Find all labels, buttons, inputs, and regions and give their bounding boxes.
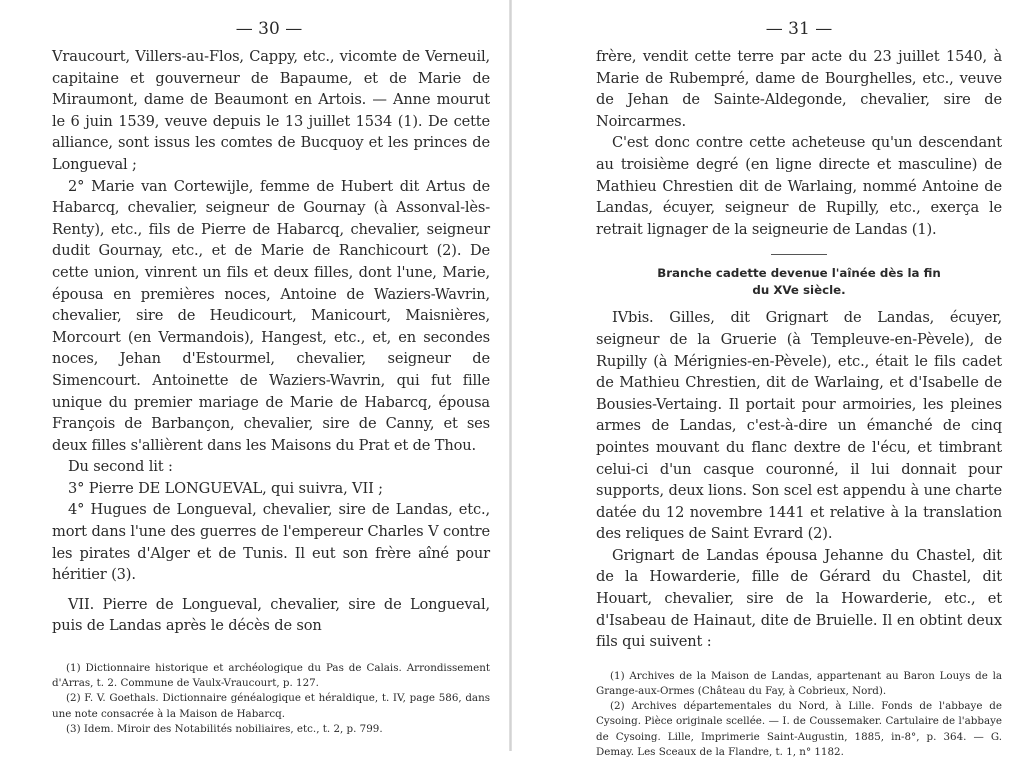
footnote: (1) Archives de la Maison de Landas, appartenant au Baron Louys de la Grange-aux-Ormes (Château du Fay, à Cobrieux, Nord).: [596, 669, 1002, 698]
footnote: (2) F. V. Goethals. Dictionnaire généalogique et héraldique, t. IV, page 586, dans une note consacrée à la Maison de Habarcq.: [52, 692, 490, 720]
paragraph: 2° Marie van Cortewijle, femme de Hubert dit Artus de Habarcq, chevalier, seigneur de Gournay (à Assonval-lès-Renty), etc., fils de Pierre de Habarcq, chevalier, seigneur dudit Gournay, etc., et de Marie de Ranchicourt (2). De cette union, vinrent un fils et deux filles, dont l'une, Marie, épousa en premières noces, Antoine de Waziers-Wavrin, chevalier, sire de Heudicourt, Manicourt, Maisnières, Morcourt (en Vermandois), Hangest, etc., et, en secondes noces, Jehan d'Estourmel, chevalier, seigneur de Simencourt. Antoinette de Waziers-Wavrin, qui fut fille unique du premier mariage de Marie de Habarcq, épousa François de Barbançon, chevalier, sire de Canny, et ses deux filles s'allièrent dans les Maisons du Prat et de Thou.: [52, 177, 490, 454]
left-body-text: [52, 46, 490, 637]
section-title-line: du XVe siècle.: [752, 283, 846, 298]
paragraph: Grignart de Landas épousa Jehanne du Chastel, dit de la Howarderie, fille de Gérard du Chastel, dit Houart, chevalier, sire de la Howarderie, etc., et d'Isabeau de Hainaut, dite de Bruielle. Il en obtint deux fils qui suivent :: [596, 546, 1002, 651]
left-page: [0, 0, 508, 751]
book-gutter: [509, 0, 512, 751]
paragraph: Du second lit :: [68, 458, 173, 476]
page-number-left: — 30 —: [235, 19, 303, 39]
footnote: (3) Idem. Miroir des Notabilités nobiliaires, etc., t. 2, p. 799.: [66, 722, 383, 735]
footnote: (2) Archives départementales du Nord, à Lille. Fonds de l'abbaye de Cysoing. Pièce originale scellée. — I. de Coussemaker. Cartulaire de l'abbaye de Cysoing. Lille, Imprimerie Saint-Augustin, 1885, in-8°, p. 364. — G. Demay. Les Sceaux de la Flandre, t. 1, n° 1182.: [596, 700, 1002, 758]
section-title-line: Branche cadette devenue l'aînée dès la fin: [657, 266, 941, 281]
paragraph: 3° Pierre DE LONGUEVAL, qui suivra, VII ;: [68, 479, 383, 497]
paragraph: C'est donc contre cette acheteuse qu'un descendant au troisième degré (en ligne directe et masculine) de Mathieu Chrestien dit de Warlaing, nommé Antoine de Landas, écuyer, seigneur de Rupilly, etc., exerça le retrait lignager de la seigneurie de Landas (1).: [596, 134, 1002, 238]
section-divider: [771, 254, 827, 255]
right-page: [514, 0, 1024, 758]
paragraph: IVbis. Gilles, dit Grignart de Landas, écuyer, seigneur de la Gruerie (à Templeuve-en-Pèvele), de Rupilly (à Mérignies-en-Pèvele), etc., était le fils cadet de Mathieu Chrestien, dit de Warlaing, et d'Isabelle de Bousies-Vertaing. Il portait pour armoiries, les pleines armes de Landas, c'est-à-dire un émanché de cinq pointes mouvant du flanc dextre de l'écu, et timbrant celui-ci d'un casque couronné, il lui donnait pour supports, deux lions. Son scel est appendu à une charte datée du 12 novembre 1441 et relative à la translation des reliques de Saint Evrard (2).: [596, 309, 1002, 543]
paragraph: 4° Hugues de Longueval, chevalier, sire de Landas, etc., mort dans l'une des guerres de l'empereur Charles V contre les pirates d'Alger et de Tunis. Il eut son frère aîné pour héritier (3).: [52, 501, 490, 584]
page-number-right: — 31 —: [765, 19, 833, 39]
paragraph: VII. Pierre de Longueval, chevalier, sire de Longueval, puis de Landas après le décès de son: [52, 595, 490, 635]
paragraph: Vraucourt, Villers-au-Flos, Cappy, etc., vicomte de Verneuil, capitaine et gouverneur de Bapaume, et de Marie de Miraumont, dame de Beaumont en Artois. — Anne mourut le 6 juin 1539, veuve depuis le 13 juillet 1534 (1). De cette alliance, sont issus les comtes de Bucquoy et les princes de Longueval ;: [52, 48, 490, 173]
right-section-text: [596, 307, 1002, 653]
section-title: [596, 265, 1002, 299]
right-body-text: [596, 46, 1002, 240]
footnote: (1) Dictionnaire historique et archéologique du Pas de Calais. Arrondissement d'Arras, t. 2. Commune de Vaulx-Vraucourt, p. 127.: [52, 662, 490, 690]
paragraph: frère, vendit cette terre par acte du 23 juillet 1540, à Marie de Rubempré, dame de Bourghelles, etc., veuve de Jehan de Sainte-Aldegonde, chevalier, sire de Noircarmes.: [596, 48, 1002, 130]
left-footnotes: [52, 661, 490, 737]
right-footnotes: [596, 669, 1002, 760]
